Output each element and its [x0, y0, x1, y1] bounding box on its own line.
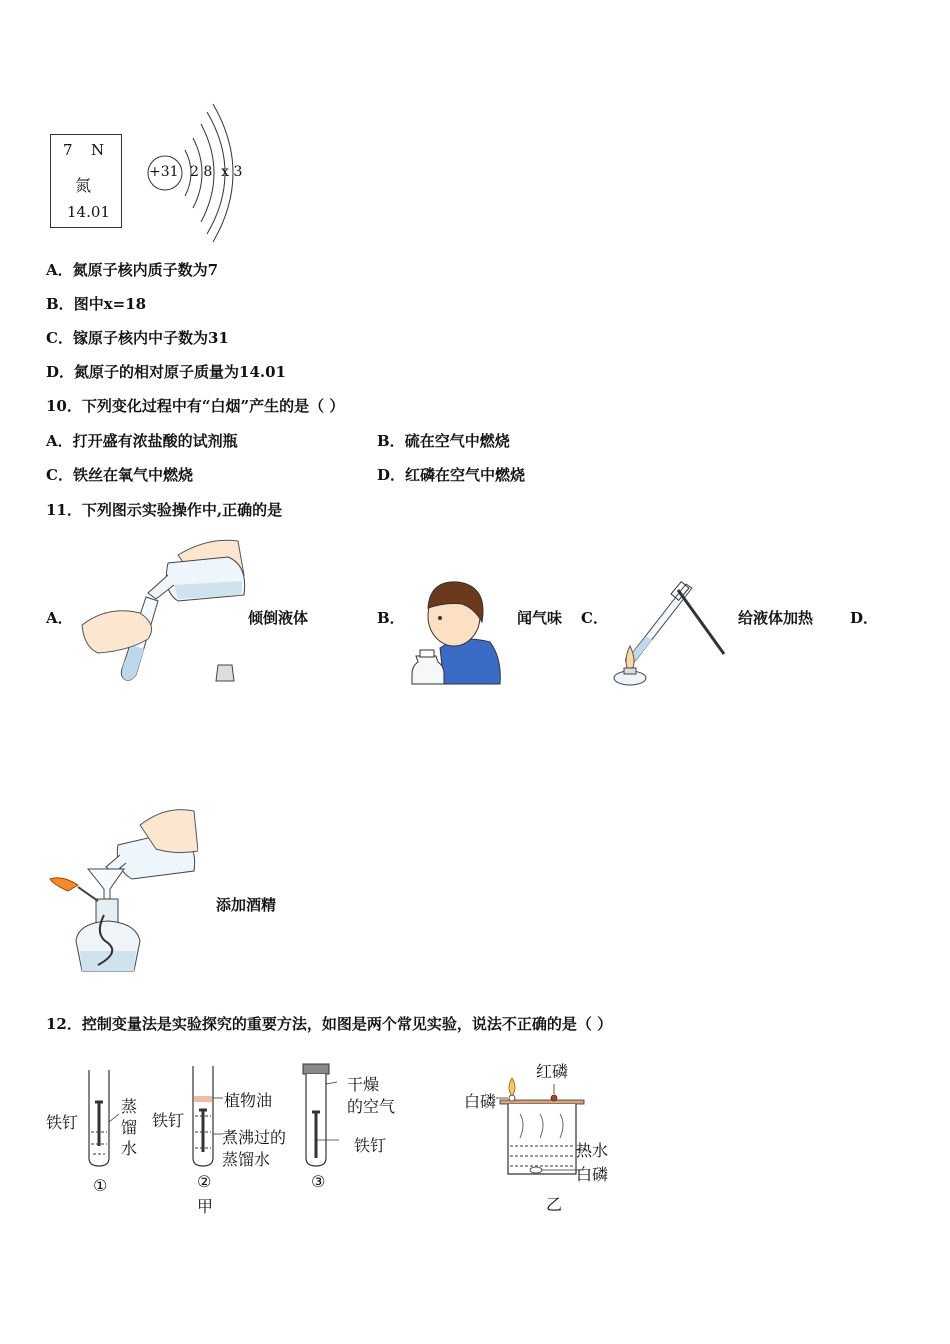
tube2-water-label-2: 蒸馏水	[222, 1150, 271, 1169]
tube3-air-label-2: 的空气	[347, 1097, 396, 1116]
q11-option-c-letter: C．	[581, 609, 608, 627]
q11-stem: 11．下列图示实验操作中,正确的是	[46, 501, 283, 519]
atom-shell-electrons: 2 8 x 3	[190, 164, 243, 180]
tube2-water-label-1: 煮沸过的	[222, 1128, 287, 1147]
q10-option-c: C．铁丝在氧气中燃烧	[46, 466, 193, 484]
add-alcohol-illustration	[48, 805, 198, 977]
red-phosphorus-label: 红磷	[536, 1062, 569, 1081]
tube2-nail-label: 铁钉	[152, 1111, 185, 1130]
q11-option-c-caption: 给液体加热	[738, 609, 814, 627]
tube2-number: ②	[197, 1172, 212, 1191]
hot-water-label: 热水	[576, 1141, 609, 1160]
q10-option-d: D．红磷在空气中燃烧	[377, 466, 526, 484]
q11-option-b-caption: 闻气味	[517, 609, 563, 627]
q10-option-a: A．打开盛有浓盐酸的试剂瓶	[46, 432, 238, 450]
pour-liquid-illustration	[78, 535, 248, 685]
q9-option-a: A．氮原子核内质子数为7	[46, 261, 219, 279]
tube1-number: ①	[93, 1176, 108, 1195]
element-name: 氮	[75, 176, 92, 195]
smell-gas-illustration	[410, 578, 502, 686]
tube3-air-label-1: 干燥	[347, 1075, 380, 1094]
tube3-nail-label: 铁钉	[354, 1136, 387, 1155]
q11-option-d-letter: D．	[850, 609, 879, 627]
q10-stem: 10．下列变化过程中有“白烟”产生的是（ ）	[46, 397, 345, 415]
tube1-nail-label: 铁钉	[46, 1113, 79, 1132]
tube1-water-label: 蒸 馏 水	[121, 1097, 138, 1158]
white-phosphorus-top-label: 白磷	[464, 1092, 497, 1111]
tube3-number: ③	[311, 1172, 326, 1191]
white-phosphorus-bottom-label: 白磷	[576, 1165, 609, 1184]
q12-stem: 12．控制变量法是实验探究的重要方法，如图是两个常见实验，说法不正确的是（ ）	[46, 1015, 613, 1033]
q11-option-a-caption: 倾倒液体	[248, 609, 309, 627]
q9-option-b: B．图中x=18	[46, 295, 147, 313]
q11-option-a-letter: A．	[46, 609, 73, 627]
element-card	[50, 134, 122, 228]
combustion-experiment-figure	[496, 1074, 588, 1178]
q11-option-b-letter: B．	[377, 609, 405, 627]
q9-option-c: C．镓原子核内中子数为31	[46, 329, 229, 347]
element-symbol: N	[91, 141, 105, 159]
element-mass: 14.01	[67, 203, 110, 221]
q10-option-b: B．硫在空气中燃烧	[377, 432, 510, 450]
atom-nucleus-charge: +31	[149, 164, 179, 180]
element-number: 7	[63, 141, 73, 159]
tube2-oil-label: 植物油	[224, 1091, 273, 1110]
heat-liquid-illustration	[608, 578, 728, 686]
figure-jia-caption: 甲	[197, 1197, 214, 1216]
figure-yi-caption: 乙	[546, 1195, 563, 1214]
q11-option-d-caption: 添加酒精	[216, 896, 277, 914]
q9-option-d: D．氮原子的相对原子质量为14.01	[46, 363, 286, 381]
